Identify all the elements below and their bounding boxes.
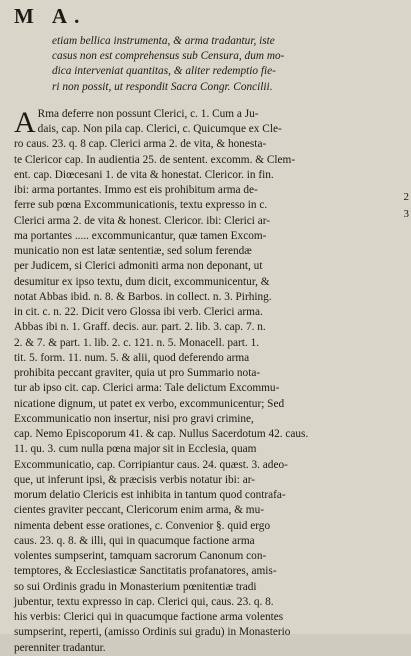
text-line: volentes sumpserint, tamquam sacrorum Canonum con- — [14, 550, 267, 563]
text-line: dais, cap. Non pila cap. Clerici, c. Quicumque ex Cle- — [37, 123, 282, 136]
text-line: ferre sub pœna Excommunicationis, textu expresso in c. — [14, 199, 268, 212]
text-line: jubentur, textu expresso in cap. Clerici qui, caus. 23. q. 8. — [14, 595, 274, 608]
text-line: temptores, & Ecclesiasticæ Sanctitatis profanatores, amis- — [14, 565, 277, 578]
text-line: te Clericor cap. In audientia 25. de sentent. excomm. & Clem- — [14, 153, 296, 166]
text-line: Rma deferre non possunt Clerici, c. 1. Cum a Ju- — [37, 107, 259, 120]
text-line: tit. 5. form. 11. num. 5. & alii, quod deferendo arma — [14, 351, 250, 364]
text-line: que, ut inferunt ipsi, & præcisis verbis notatur ibi: ar- — [14, 473, 256, 486]
text-line: nimenta debent esse orationes, c. Convenior §. quid ergo — [14, 519, 271, 532]
text-line: sumpserint, reperti, (amisso Ordinis sui gradu) in Monasterio — [14, 626, 291, 639]
text-line: ma portantes ..... excommunicantur, quæ tamen Excom- — [14, 229, 267, 242]
text-line: 2. & 7. & part. 1. lib. 2. c. 121. n. 5. Monacell. part. 1. — [14, 336, 260, 349]
text-line: 11. qu. 3. cum nulla pœna major sit in Ecclesia, quam — [14, 443, 257, 456]
text-line: tur ab ipso cit. cap. Clerici arma: Tale delictum Excommu- — [14, 382, 280, 395]
text-line: municatio non est latæ sententiæ, sed solum ferendæ — [14, 245, 252, 258]
text-line: etiam bellica instrumenta, & arma tradantur, iste — [52, 35, 275, 47]
continued-paragraph — [14, 34, 399, 95]
text-line: cientes graviter peccant, Clericorum enim arma, & mu- — [14, 504, 264, 517]
text-line: dica interveniat quantitas, & aliter redemptio fie- — [52, 65, 276, 78]
text-line: so sui Ordinis gradu in Monasterium pœnitentiæ tradi — [14, 580, 257, 593]
text-line: Excommunicatio, cap. Corripiantur caus. 24. quæst. 3. adeo- — [14, 458, 288, 471]
text-line: ent. cap. Diœcesani 1. de vita & honestat. Clericor. in fin. — [14, 168, 274, 181]
text-line: caus. 23. q. 8. & illi, qui in quacumque factione arma — [14, 534, 255, 547]
text-line: casus non est comprehensus sub Censura, dum mo- — [52, 50, 285, 63]
text-line: morum delatio Clericis est inhibita in tantum quod contrafa- — [14, 489, 286, 502]
text-line: cap. Nemo Episcoporum 41. & cap. Nullus Sacerdotum 42. caus. — [14, 428, 309, 441]
text-line: per Judicem, si Clerici admoniti arma non deponant, ut — [14, 260, 263, 273]
margin-note: 2 — [403, 191, 409, 203]
text-line: ri non possit, ut respondit Sacra Congr. Concilii. — [52, 80, 273, 93]
text-line: Excommunicatio non insertur, nisi pro gravi crimine, — [14, 412, 254, 425]
text-line: his verbis: Clerici qui in quacumque factione arma volentes — [14, 611, 284, 624]
text-line: notat Abbas ibid. n. 8. & Barbos. in collect. n. 3. Pirhing. — [14, 290, 272, 303]
text-line: in cit. c. n. 22. Dicit vero Glossa ibi verb. Clerici arma. — [14, 306, 263, 319]
text-line: nicatione dignum, ut patet ex verbo, excommunicentur; Sed — [14, 397, 285, 410]
text-line: Abbas ibi n. 1. Graff. decis. aur. part. 2. lib. 3. cap. 7. n. — [14, 321, 266, 334]
text-line: desumitur ex ipso textu, dum dicit, excommunicentur, & — [14, 275, 270, 288]
text-line: ibi: arma portantes. Immo est eis prohibitum arma de- — [14, 184, 258, 197]
margin-note: 3 — [403, 208, 409, 220]
main-paragraph — [14, 107, 399, 656]
text-line: ro caus. 23. q. 8 cap. Clerici arma 2. de vita, & honesta- — [14, 138, 267, 151]
page-header — [14, 4, 399, 34]
text-line: Clerici arma 2. de vita & honest. Clericor. ibi: Clerici ar- — [14, 214, 271, 227]
running-head: M A. — [14, 4, 87, 28]
drop-cap: A — [14, 105, 36, 139]
text-line: prohibita peccant graviter, quia ut pro Summario nota- — [14, 367, 261, 380]
text-line: perenniter tradantur. — [14, 641, 106, 654]
